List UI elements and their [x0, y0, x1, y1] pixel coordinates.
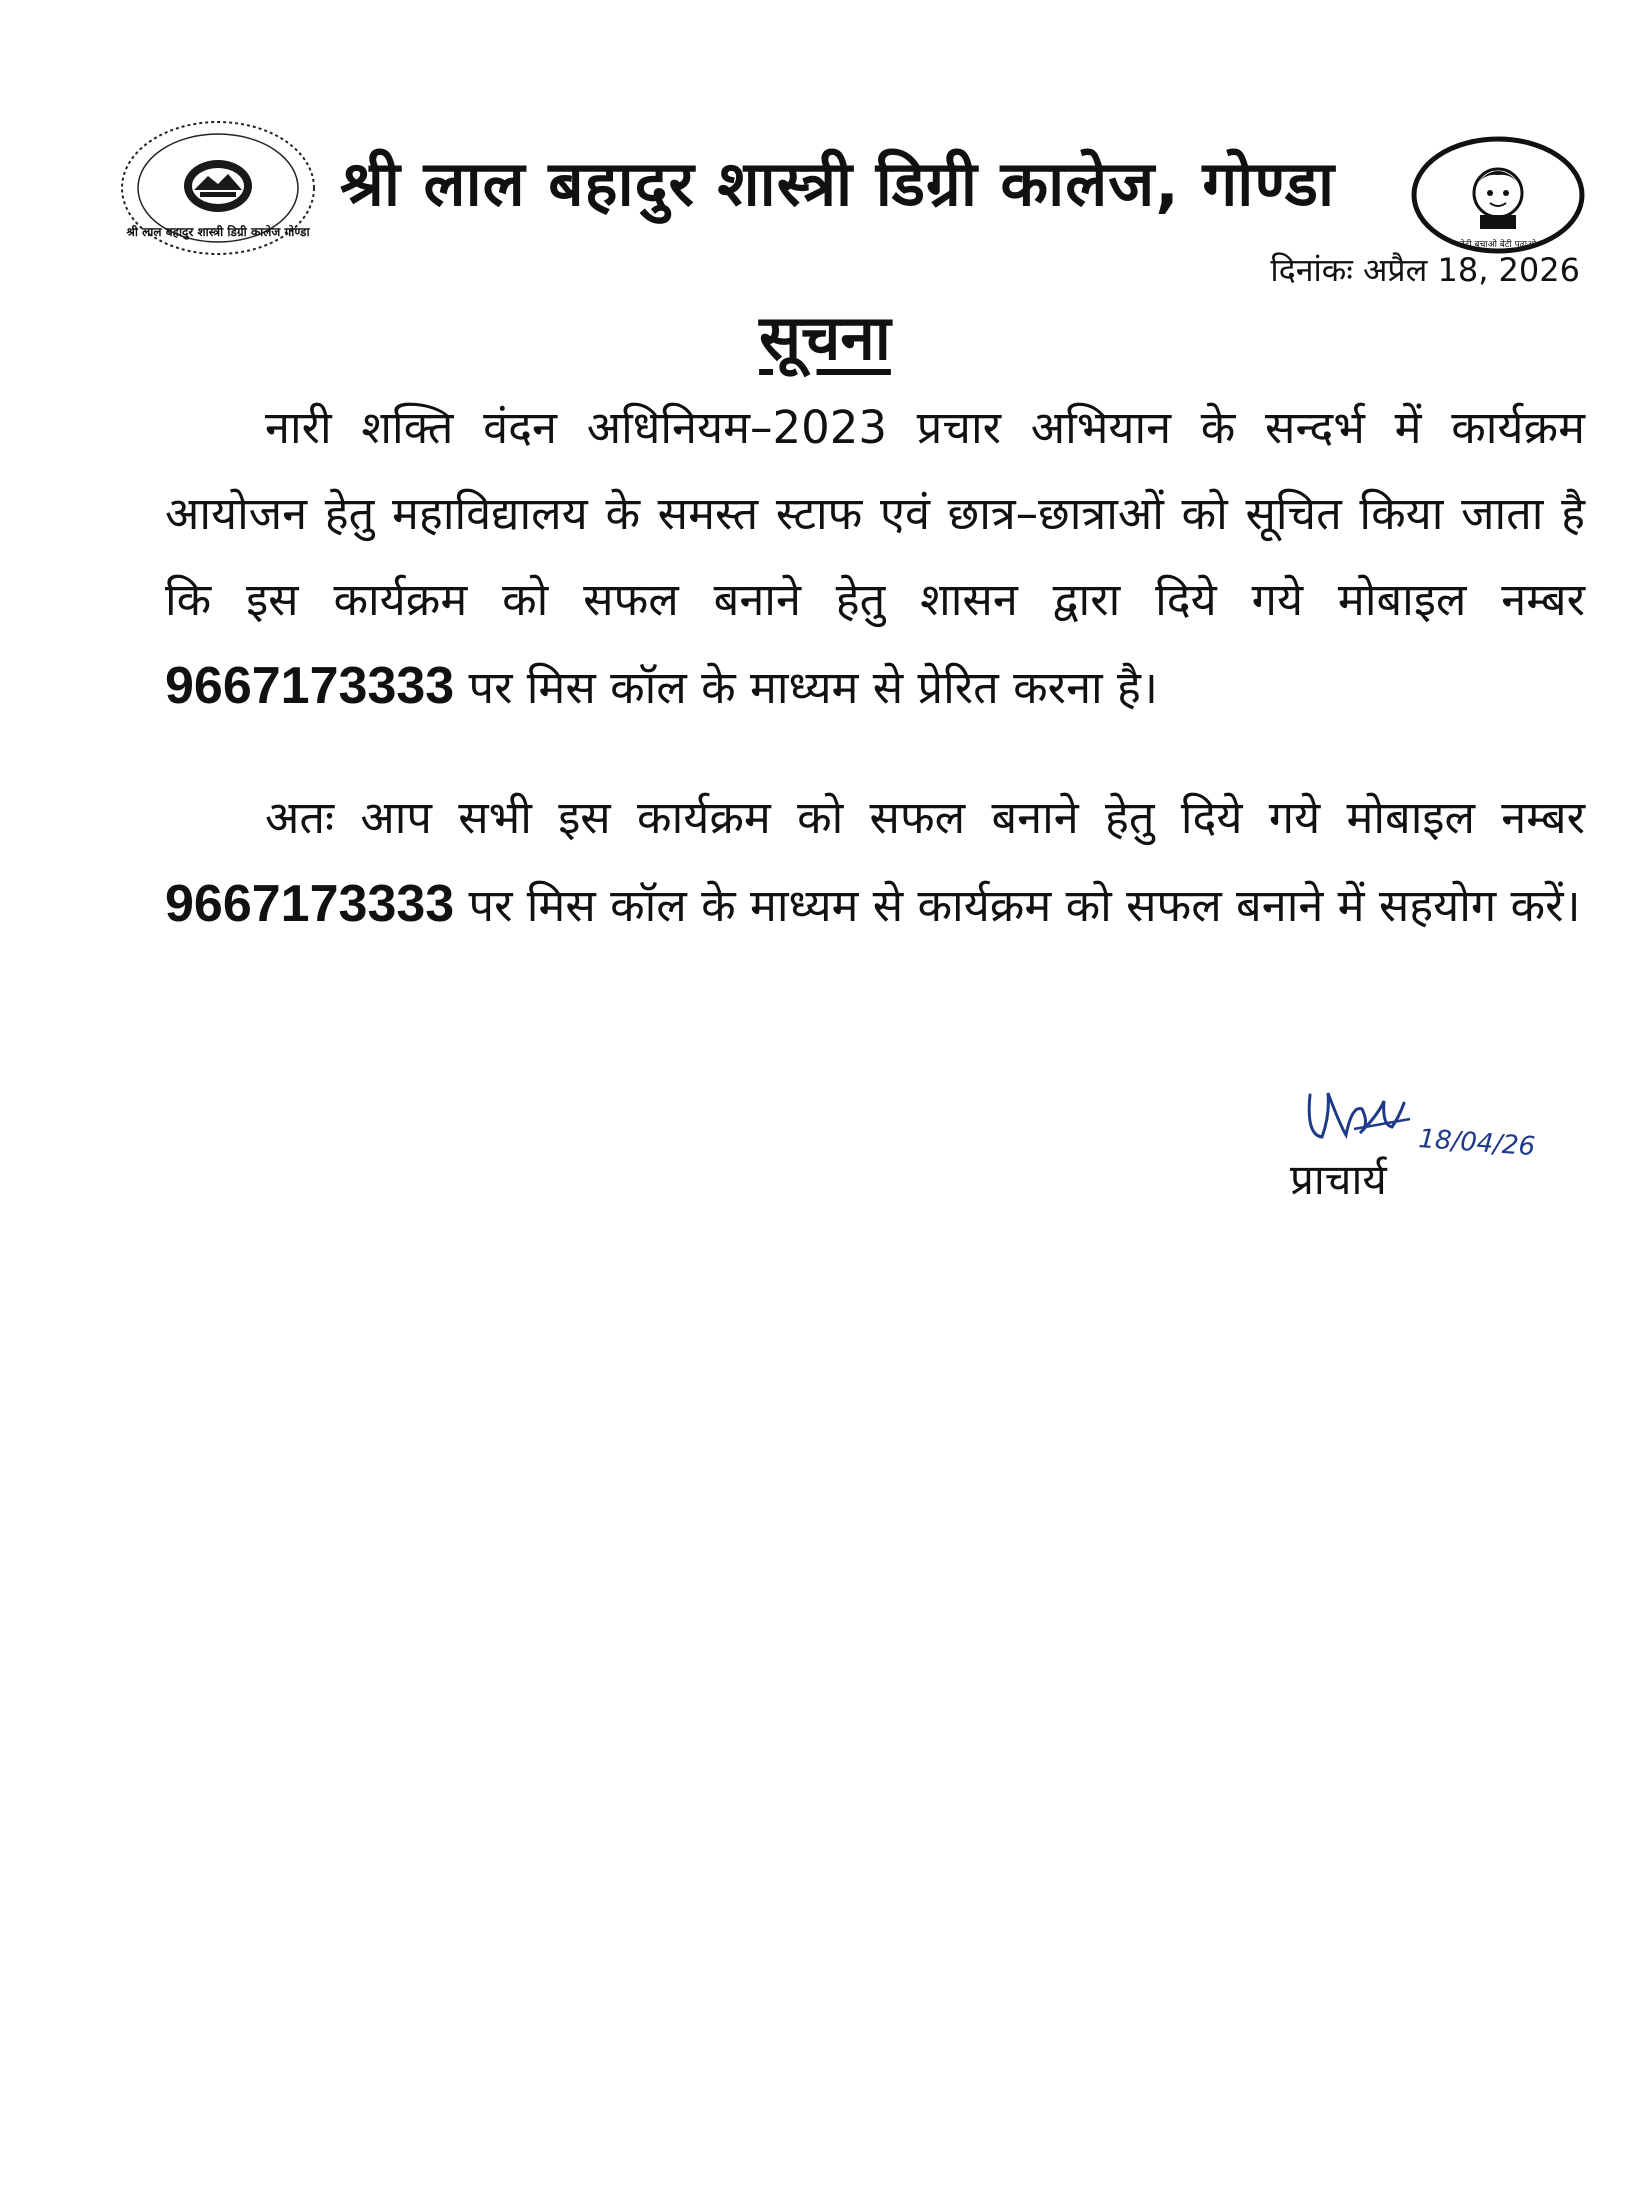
signature-date: 18/04/26	[1417, 1124, 1537, 1163]
notice-heading: सूचना	[759, 301, 891, 374]
phone-number: 9667173333	[165, 657, 455, 715]
phone-number-repeat: 9667173333	[165, 875, 455, 933]
para1-text-start: नारी शक्ति वंदन अधिनियम–2023 प्रचार अभियान के सन्दर्भ में कार्यक्रम आयोजन हेतु महाविद्यालय के समस्त स्टाफ एवं छात्र–छात्राओं को सूचित किया जाता है कि इस कार्यक्रम को सफल बनाने हेतु शासन द्वारा दिये गये मोबाइल नम्बर	[165, 401, 1585, 626]
notice-paragraph-1	[165, 385, 1585, 731]
date-line	[1270, 248, 1580, 291]
college-seal-logo	[118, 118, 318, 258]
para2-text-start: अतः आप सभी इस कार्यक्रम को सफल बनाने हेतु दिये गये मोबाइल नम्बर	[265, 791, 1585, 844]
beti-bachao-logo	[1408, 135, 1588, 255]
para1-text-end: पर मिस कॉल के माध्यम से प्रेरित करना है।	[454, 661, 1158, 714]
date-value: अप्रैल 18, 2026	[1362, 251, 1580, 289]
para2-text-end: पर मिस कॉल के माध्यम से कार्यक्रम को सफल बनाने में सहयोग करें।	[454, 879, 1581, 932]
logo-caption: बेटी बचाओ बेटी पढ़ाओ	[1459, 240, 1537, 250]
college-name-title: श्री लाल बहादुर शास्त्री डिग्री कालेज, गोण्डा	[340, 147, 1336, 220]
date-label: दिनांकः	[1270, 251, 1353, 289]
principal-designation: प्राचार्य	[1290, 1155, 1387, 1204]
seal-caption: श्री लाल बहादुर शास्त्री डिग्री कालेज गोण्डा	[126, 225, 310, 239]
notice-paragraph-2	[165, 775, 1585, 949]
